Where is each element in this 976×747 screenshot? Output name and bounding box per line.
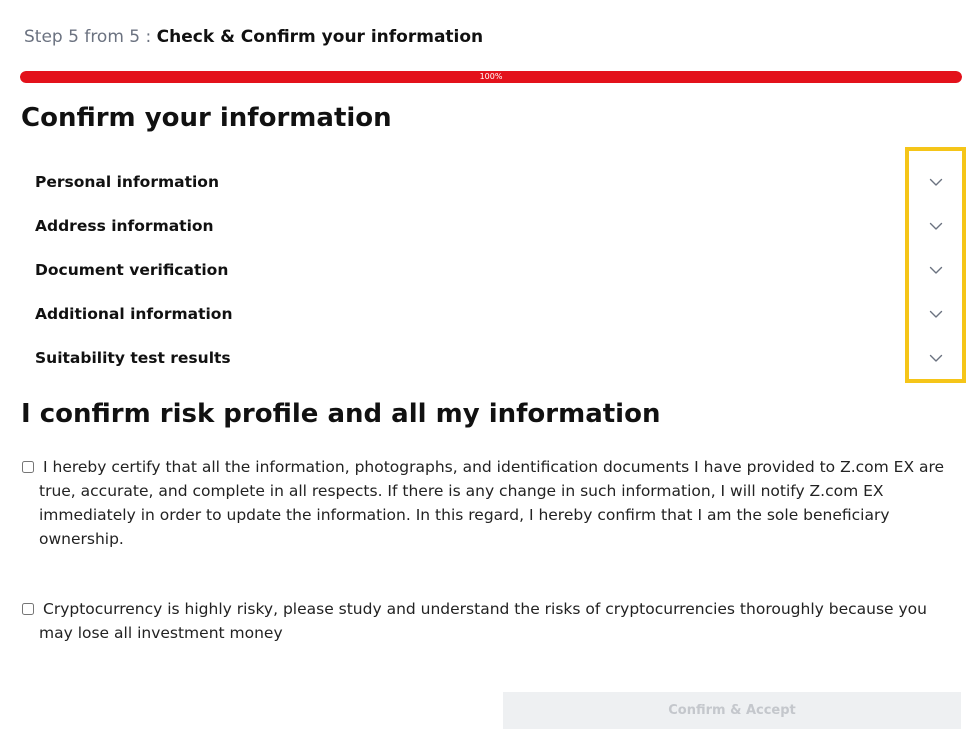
confirm-accept-button[interactable]: Confirm & Accept (503, 692, 961, 729)
certify-information-option[interactable] (22, 455, 960, 551)
accordion-label: Suitability test results (35, 349, 231, 367)
accordion-item-personal-information[interactable] (20, 160, 962, 204)
chevron-down-icon[interactable] (928, 174, 944, 190)
step-title: Check & Confirm your information (156, 27, 484, 47)
step-counter: Step 5 from 5 : (24, 27, 157, 47)
accordion-item-suitability-test-results[interactable] (20, 336, 962, 380)
info-accordion (20, 160, 962, 380)
accordion-item-address-information[interactable] (20, 204, 962, 248)
chevron-down-icon[interactable] (928, 262, 944, 278)
step-header (24, 25, 483, 49)
chevron-down-icon[interactable] (928, 218, 944, 234)
accordion-label: Document verification (35, 261, 229, 279)
accordion-item-document-verification[interactable] (20, 248, 962, 292)
confirm-info-heading: Confirm your information (21, 103, 392, 133)
progress-bar (20, 71, 962, 83)
chevron-down-icon[interactable] (928, 350, 944, 366)
crypto-risk-option[interactable] (22, 597, 960, 645)
crypto-risk-text: Cryptocurrency is highly risky, please study and understand the risks of cryptocurrencies thoroughly because you may lose all investment money (39, 600, 927, 642)
progress-label: 100% (479, 72, 503, 81)
accordion-item-additional-information[interactable] (20, 292, 962, 336)
accordion-label: Address information (35, 217, 214, 235)
accordion-label: Personal information (35, 173, 219, 191)
accordion-label: Additional information (35, 305, 233, 323)
certify-information-checkbox[interactable] (22, 461, 34, 473)
crypto-risk-checkbox[interactable] (22, 603, 34, 615)
certify-information-text: I hereby certify that all the information, photographs, and identification documents I have provided to Z.com EX are true, accurate, and complete in all respects. If there is any change in such information, I will notify Z.com EX immediately in order to update the information. In this regard, I hereby confirm that I am the sole beneficiary ownership. (39, 458, 945, 548)
risk-confirm-heading: I confirm risk profile and all my information (21, 399, 661, 429)
chevron-down-icon[interactable] (928, 306, 944, 322)
